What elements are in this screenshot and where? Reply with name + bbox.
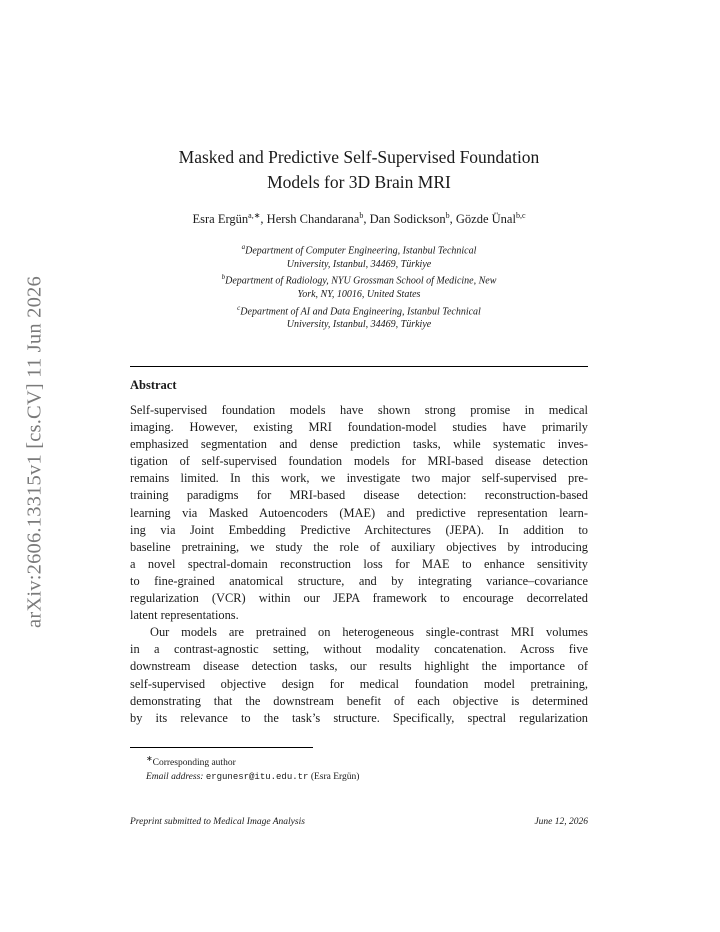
author-name: Esra Ergün [192,212,249,227]
author-sup: a,∗ [248,211,261,220]
paper-title [130,145,588,195]
abstract-body [130,402,588,727]
abstract-line: downstream disease detection tasks, our results highlight the importance of [130,659,588,674]
title-line-2: Models for 3D Brain MRI [267,172,451,192]
abstract-line: ing via Joint Embedding Predictive Architectures (JEPA). In addition to [130,522,588,537]
author-name: Hersh Chandarana [266,212,360,227]
footnote-corresponding [146,752,359,770]
affiliation-marker: c [237,303,241,312]
affiliation-a-line-2: University, Istanbul, 34469, Türkiye [286,258,432,270]
author-sep: , [363,212,370,227]
author-list [130,211,588,227]
affiliation-c-line-1 [170,302,548,319]
abstract-line: imaging. However, existing MRI foundation-model studies have primarily [130,420,588,435]
abstract-line: by its relevance to the task’s structure. Specifically, spectral regularization [130,710,588,725]
footnote-email [146,770,359,784]
abstract-heading: Abstract [130,378,177,392]
abstract-line: demonstrating that the downstream benefit of each objective is determined [130,693,588,708]
author-sup: b,c [515,211,526,220]
affiliation-c-line-2: University, Istanbul, 34469, Türkiye [286,319,432,331]
title-line-1: Masked and Predictive Self-Supervised Foundation [178,147,540,167]
abstract-line: latent representations. [130,608,239,623]
abstract-line: self-supervised objective design for medical foundation model pretraining, [130,676,588,691]
affiliations [170,241,548,332]
abstract-line: remains limited. In this work, we investigate two major self-supervised pre- [130,471,588,486]
footnote-text: Corresponding author [152,758,236,769]
affiliation-b-line-1 [170,271,548,288]
abstract-line: baseline pretraining, we study the role of auxiliary objectives by introducing [130,539,588,554]
email-owner: (Esra Ergün) [310,772,360,783]
abstract-line: Our models are pretrained on heterogeneous single-contrast MRI volumes [150,625,588,640]
author-name: Gözde Ünal [455,212,516,227]
footer-journal: Preprint submitted to Medical Image Analysis [130,817,305,827]
affiliation-b-line-2: York, NY, 10016, United States [297,289,421,301]
author-sep: , [260,212,267,227]
affiliation-text: Department of Computer Engineering, Istanbul Technical [245,245,477,257]
footer-date: June 12, 2026 [534,817,588,827]
abstract-top-rule [130,366,588,367]
abstract-line: a novel spectral-domain reconstruction loss for MAE to enhance sensitivity [130,556,588,571]
email-label: Email address: [146,772,204,783]
author-sup: b [445,211,450,220]
affiliation-marker: a [241,243,246,251]
abstract-line: to fine-grained anatomical structure, and by integrating variance–covariance [130,573,588,588]
footnote-rule [130,747,313,748]
abstract-line: emphasized segmentation and dense prediction tasks, while systematic inves- [130,437,588,452]
footnote-marker: ∗ [146,754,153,763]
abstract-line: Self-supervised foundation models have shown strong promise in medical [130,403,588,417]
email-link[interactable]: ergunesr@itu.edu.tr [205,772,309,783]
abstract-line: in a contrast-agnostic setting, without modality concatenation. Across five [130,642,588,657]
affiliation-a-line-1 [170,241,548,258]
author-sup: b [359,211,364,220]
affiliation-marker: b [221,273,226,282]
page-footer [130,817,588,827]
abstract-line: training paradigms for MRI-based disease detection: reconstruction-based [130,488,588,503]
author-sep: , [449,212,456,227]
affiliation-text: Department of AI and Data Engineering, Istanbul Technical [240,305,481,317]
footnote [146,752,359,784]
author-name: Dan Sodickson [369,212,446,227]
affiliation-text: Department of Radiology, NYU Grossman School of Medicine, New [225,275,497,287]
abstract-line: learning via Masked Autoencoders (MAE) and predictive representation learn- [130,505,588,520]
abstract-line: regularization (VCR) within our JEPA framework to encourage decorrelated [130,591,588,606]
arxiv-side-stamp: arXiv:2606.13315v1 [cs.CV] 11 Jun 2026 [23,276,46,628]
abstract-line: tigation of self-supervised foundation models for MRI-based disease detection [130,454,588,469]
